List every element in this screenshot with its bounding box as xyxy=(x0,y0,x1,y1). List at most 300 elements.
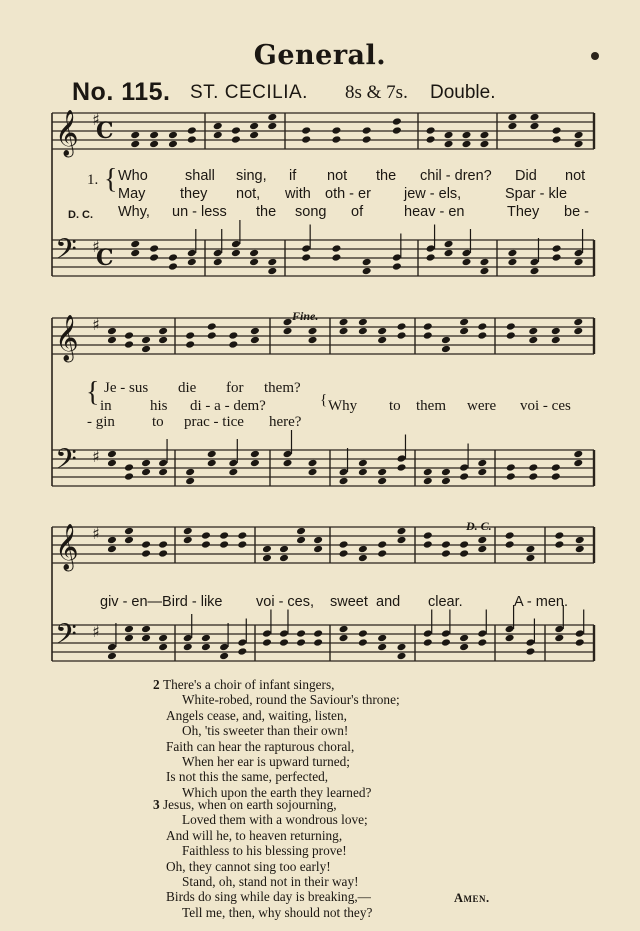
note-head xyxy=(392,126,402,135)
note-head xyxy=(552,135,562,144)
note-head xyxy=(249,131,259,140)
note-head xyxy=(283,459,293,468)
note-head xyxy=(551,327,561,336)
note-head xyxy=(250,336,260,345)
note-head xyxy=(213,258,223,267)
note-head xyxy=(507,122,517,131)
bass-clef: 𝄢 xyxy=(55,618,77,658)
bass-clef: 𝄢 xyxy=(55,443,77,483)
note-head xyxy=(141,540,151,549)
note-head xyxy=(575,638,585,647)
note-head xyxy=(168,131,178,140)
note-head xyxy=(149,131,159,140)
note-head xyxy=(219,540,229,549)
note-head xyxy=(358,629,368,638)
note-head xyxy=(158,336,168,345)
lyric-word: shall xyxy=(185,168,215,184)
note-head xyxy=(574,131,584,140)
note-head xyxy=(331,126,341,135)
note-head xyxy=(397,536,407,545)
stanza-line: Loved them with a wondrous love; xyxy=(182,812,368,828)
note-head xyxy=(339,540,349,549)
note-head xyxy=(377,477,387,486)
note-head xyxy=(183,643,193,652)
note-head xyxy=(574,140,584,149)
note-head xyxy=(279,554,289,563)
note-head xyxy=(362,135,372,144)
note-head xyxy=(331,244,341,253)
lyric-word: in xyxy=(100,398,112,414)
note-head xyxy=(423,331,433,340)
note-head xyxy=(479,258,489,267)
note-head xyxy=(392,262,402,271)
note-head xyxy=(213,122,223,131)
lyric-word: for xyxy=(226,380,244,396)
lyric-word: sweet xyxy=(330,594,368,610)
note-head xyxy=(267,122,277,131)
note-head xyxy=(262,638,272,647)
note-head xyxy=(551,472,561,481)
stanza-amen: Amen. xyxy=(454,891,490,905)
treble-clef: 𝄞 xyxy=(55,110,79,156)
note-head xyxy=(441,477,451,486)
note-head xyxy=(250,459,260,468)
note-head xyxy=(187,258,197,267)
note-head xyxy=(250,327,260,336)
note-head xyxy=(358,545,368,554)
key-signature: ♯ xyxy=(92,447,100,466)
note-head xyxy=(444,140,454,149)
note-head xyxy=(397,331,407,340)
note-head xyxy=(283,318,293,327)
note-head xyxy=(462,140,472,149)
note-head xyxy=(231,249,241,258)
stanza-line: 2 There's a choir of infant singers, xyxy=(153,677,335,692)
note-head xyxy=(426,135,436,144)
note-head xyxy=(426,126,436,135)
hymn-meter-kind: Double. xyxy=(430,82,496,103)
lyric-word: to xyxy=(152,414,164,430)
note-head xyxy=(554,531,564,540)
note-head xyxy=(530,122,540,131)
note-head xyxy=(107,536,117,545)
lyric-word: They xyxy=(507,204,540,220)
note-head xyxy=(249,249,259,258)
note-head xyxy=(158,549,168,558)
note-head xyxy=(185,477,195,486)
note-head xyxy=(183,527,193,536)
note-head xyxy=(158,634,168,643)
note-head xyxy=(207,459,217,468)
note-head xyxy=(459,540,469,549)
note-head xyxy=(313,545,323,554)
note-head xyxy=(158,643,168,652)
stanza-line: Which upon the earth they learned? xyxy=(182,784,372,800)
note-head xyxy=(377,468,387,477)
note-head xyxy=(185,331,195,340)
lyric-word: and xyxy=(376,594,401,610)
lyric-word: sing, xyxy=(236,168,267,184)
note-head xyxy=(505,634,515,643)
time-signature: C xyxy=(96,118,114,144)
note-head xyxy=(107,459,117,468)
note-head xyxy=(308,327,318,336)
note-head xyxy=(149,253,159,262)
note-head xyxy=(262,545,272,554)
note-head xyxy=(358,468,368,477)
note-head xyxy=(124,463,134,472)
lyric-word: Did xyxy=(515,168,537,184)
note-head xyxy=(573,327,583,336)
stanza-line: White-robed, round the Saviour's throne; xyxy=(182,692,400,708)
key-signature: ♯ xyxy=(92,524,100,543)
note-head xyxy=(423,638,433,647)
note-head xyxy=(362,267,372,276)
lyric-word: his xyxy=(150,398,168,414)
note-head xyxy=(441,345,451,354)
note-head xyxy=(228,331,238,340)
lyric-word: with xyxy=(285,186,311,202)
note-head xyxy=(296,527,306,536)
note-head xyxy=(201,634,211,643)
lyric-brace: { xyxy=(104,164,118,195)
note-head xyxy=(479,131,489,140)
note-head xyxy=(301,126,311,135)
note-head xyxy=(339,549,349,558)
note-head xyxy=(377,336,387,345)
lyric-word: not, xyxy=(236,186,261,202)
hymn-meter: 8s & 7s. xyxy=(345,82,408,103)
note-head xyxy=(377,540,387,549)
note-head xyxy=(183,536,193,545)
note-head xyxy=(507,249,517,258)
treble-clef: 𝄞 xyxy=(55,315,79,361)
note-head xyxy=(397,322,407,331)
note-head xyxy=(574,258,584,267)
note-head xyxy=(339,318,349,327)
note-head xyxy=(296,536,306,545)
note-head xyxy=(358,638,368,647)
note-head xyxy=(141,625,151,634)
note-head xyxy=(296,638,306,647)
note-head xyxy=(313,536,323,545)
note-head xyxy=(525,545,535,554)
note-head xyxy=(213,131,223,140)
lyric-word: to xyxy=(389,398,401,414)
note-head xyxy=(207,322,217,331)
note-head xyxy=(279,545,289,554)
lyric-word: were xyxy=(467,398,497,414)
note-head xyxy=(423,477,433,486)
lyric-word: the xyxy=(256,204,277,220)
note-head xyxy=(308,459,318,468)
note-head xyxy=(506,322,516,331)
note-head xyxy=(358,318,368,327)
note-head xyxy=(141,634,151,643)
bass-clef: 𝄢 xyxy=(55,233,77,273)
note-head xyxy=(130,240,140,249)
note-head xyxy=(308,336,318,345)
lyric-word: die xyxy=(178,380,197,396)
note-head xyxy=(107,336,117,345)
lyric-word: voi - ces, xyxy=(256,594,315,610)
note-head xyxy=(459,634,469,643)
note-head xyxy=(377,634,387,643)
note-head xyxy=(530,267,540,276)
note-head xyxy=(158,468,168,477)
stanza-line: Faith can hear the rapturous choral, xyxy=(166,738,355,754)
note-head xyxy=(207,331,217,340)
note-head xyxy=(187,135,197,144)
note-head xyxy=(551,336,561,345)
stanza-line: Birds do sing while day is breaking,— xyxy=(166,889,371,905)
note-head xyxy=(573,450,583,459)
lyric-word: Spar - kle xyxy=(505,186,568,202)
note-head xyxy=(185,340,195,349)
stanza-line: When her ear is upward turned; xyxy=(182,754,350,770)
lyric-word: of xyxy=(351,204,364,220)
note-head xyxy=(301,135,311,144)
lyric-word: clear. xyxy=(428,594,463,610)
note-head xyxy=(267,113,277,122)
note-head xyxy=(462,131,472,140)
note-head xyxy=(107,327,117,336)
lyric-word: di - a - dem? xyxy=(190,398,266,414)
key-signature: ♯ xyxy=(92,237,100,256)
lyric-brace-3: { xyxy=(320,392,328,408)
note-head xyxy=(397,527,407,536)
lyric-word: heav - en xyxy=(404,204,465,220)
note-head xyxy=(331,135,341,144)
note-head xyxy=(124,536,134,545)
note-head xyxy=(573,318,583,327)
note-head xyxy=(231,126,241,135)
lyric-word: chil - dren? xyxy=(420,168,492,184)
note-head xyxy=(107,545,117,554)
stanza-2 xyxy=(153,677,400,800)
note-head xyxy=(301,253,311,262)
stanza-number: 2 xyxy=(153,677,163,692)
note-head xyxy=(107,450,117,459)
hymn-number: No. 115. xyxy=(72,78,171,106)
stanza-line: Oh, they cannot sing too early! xyxy=(166,858,331,874)
note-head xyxy=(423,531,433,540)
note-head xyxy=(219,531,229,540)
note-head xyxy=(124,331,134,340)
note-head xyxy=(124,340,134,349)
note-head xyxy=(397,463,407,472)
lyric-word: not xyxy=(327,168,348,184)
note-head xyxy=(250,450,260,459)
lyric-word: they xyxy=(180,186,208,202)
stanza-line: Oh, 'tis sweeter than their own! xyxy=(182,723,349,739)
note-head xyxy=(505,531,515,540)
note-head xyxy=(107,652,117,661)
note-head xyxy=(479,140,489,149)
note-head xyxy=(575,545,585,554)
stanza-line: Stand, oh, stand not in their way! xyxy=(182,874,359,890)
note-head xyxy=(130,249,140,258)
note-head xyxy=(313,638,323,647)
time-signature: C xyxy=(96,245,114,271)
note-head xyxy=(392,117,402,126)
note-head xyxy=(477,322,487,331)
note-head xyxy=(279,638,289,647)
note-head xyxy=(575,536,585,545)
key-signature: ♯ xyxy=(92,622,100,641)
lyric-brace-2: { xyxy=(86,377,100,408)
note-head xyxy=(358,459,368,468)
note-head xyxy=(339,625,349,634)
note-head xyxy=(528,327,538,336)
verse-number: 1. xyxy=(87,172,99,188)
note-head xyxy=(525,647,535,656)
note-head xyxy=(362,126,372,135)
note-head xyxy=(201,540,211,549)
note-head xyxy=(479,267,489,276)
note-head xyxy=(459,472,469,481)
note-head xyxy=(573,459,583,468)
lyric-word: not xyxy=(565,168,586,184)
note-head xyxy=(441,540,451,549)
note-head xyxy=(149,140,159,149)
stanza-number: 3 xyxy=(153,797,163,812)
note-head xyxy=(459,549,469,558)
note-head xyxy=(528,472,538,481)
note-head xyxy=(168,140,178,149)
lyric-word: here? xyxy=(269,414,302,430)
note-head xyxy=(207,450,217,459)
note-head xyxy=(506,331,516,340)
note-head xyxy=(141,345,151,354)
note-head xyxy=(267,258,277,267)
note-head xyxy=(552,253,562,262)
dc-label: D. C. xyxy=(68,209,94,221)
note-head xyxy=(283,327,293,336)
key-signature: ♯ xyxy=(92,110,100,129)
note-head xyxy=(124,527,134,536)
note-head xyxy=(249,122,259,131)
note-head xyxy=(168,253,178,262)
note-head xyxy=(158,540,168,549)
note-head xyxy=(444,131,454,140)
lyric-word: Why, xyxy=(118,204,150,220)
note-head xyxy=(362,258,372,267)
note-head xyxy=(507,258,517,267)
note-head xyxy=(308,468,318,477)
note-head xyxy=(552,244,562,253)
stanza-line: Angels cease, and, waiting, listen, xyxy=(166,707,347,723)
note-head xyxy=(554,634,564,643)
note-head xyxy=(423,540,433,549)
stanza-line: 3 Jesus, when on earth sojourning, xyxy=(153,797,337,812)
note-head xyxy=(130,140,140,149)
note-head xyxy=(219,652,229,661)
note-head xyxy=(528,336,538,345)
note-head xyxy=(459,327,469,336)
note-head xyxy=(506,472,516,481)
note-head xyxy=(228,468,238,477)
key-signature: ♯ xyxy=(92,315,100,334)
note-head xyxy=(141,459,151,468)
note-head xyxy=(441,549,451,558)
lyric-word: prac - tice xyxy=(184,414,244,430)
note-head xyxy=(525,554,535,563)
note-head xyxy=(554,540,564,549)
note-head xyxy=(124,472,134,481)
note-head xyxy=(331,253,341,262)
note-head xyxy=(228,340,238,349)
note-head xyxy=(141,468,151,477)
note-head xyxy=(124,634,134,643)
note-head xyxy=(462,258,472,267)
note-head xyxy=(441,336,451,345)
note-head xyxy=(201,531,211,540)
note-head xyxy=(358,327,368,336)
stanza-3 xyxy=(153,797,373,920)
lyric-word: the xyxy=(376,168,397,184)
note-head xyxy=(552,126,562,135)
note-head xyxy=(141,336,151,345)
treble-clef: 𝄞 xyxy=(55,524,79,570)
note-head xyxy=(168,262,178,271)
note-head xyxy=(505,540,515,549)
note-head xyxy=(313,629,323,638)
note-head xyxy=(477,459,487,468)
note-head xyxy=(141,549,151,558)
note-head xyxy=(237,647,247,656)
note-head xyxy=(185,468,195,477)
note-head xyxy=(426,253,436,262)
note-head xyxy=(444,240,454,249)
note-head xyxy=(237,531,247,540)
stanza-line: Is not this the same, perfected, xyxy=(166,769,329,785)
note-head xyxy=(377,643,387,652)
note-head xyxy=(339,327,349,336)
lyric-word: oth - er xyxy=(325,186,371,202)
dc-mark: D. C. xyxy=(466,519,492,533)
note-head xyxy=(231,135,241,144)
lyric-word: be - xyxy=(564,204,589,220)
lyric-word: A - men. xyxy=(514,594,568,610)
note-head xyxy=(477,468,487,477)
note-head xyxy=(477,331,487,340)
note-head xyxy=(506,463,516,472)
note-head xyxy=(237,540,247,549)
note-head xyxy=(477,536,487,545)
note-head xyxy=(377,549,387,558)
lyric-word: if xyxy=(289,168,297,184)
note-head xyxy=(124,625,134,634)
lyric-word: song xyxy=(295,204,327,220)
fine-mark: Fine. xyxy=(292,309,319,323)
note-head xyxy=(130,131,140,140)
note-head xyxy=(477,545,487,554)
stanza-line: Tell me, then, why should not they? xyxy=(182,904,373,920)
lyric-word: giv - en—Bird - like xyxy=(100,594,223,610)
stanza-line: And will he, to heaven returning, xyxy=(166,827,343,843)
hymn-tune-name: ST. CECILIA. xyxy=(190,82,308,103)
note-head xyxy=(459,643,469,652)
note-head xyxy=(441,638,451,647)
section-title: General. xyxy=(253,40,387,71)
note-head xyxy=(530,113,540,122)
lyric-word: them xyxy=(416,398,446,414)
note-head xyxy=(441,468,451,477)
note-head xyxy=(444,249,454,258)
note-head xyxy=(358,554,368,563)
lyric-word: Who xyxy=(118,168,148,184)
